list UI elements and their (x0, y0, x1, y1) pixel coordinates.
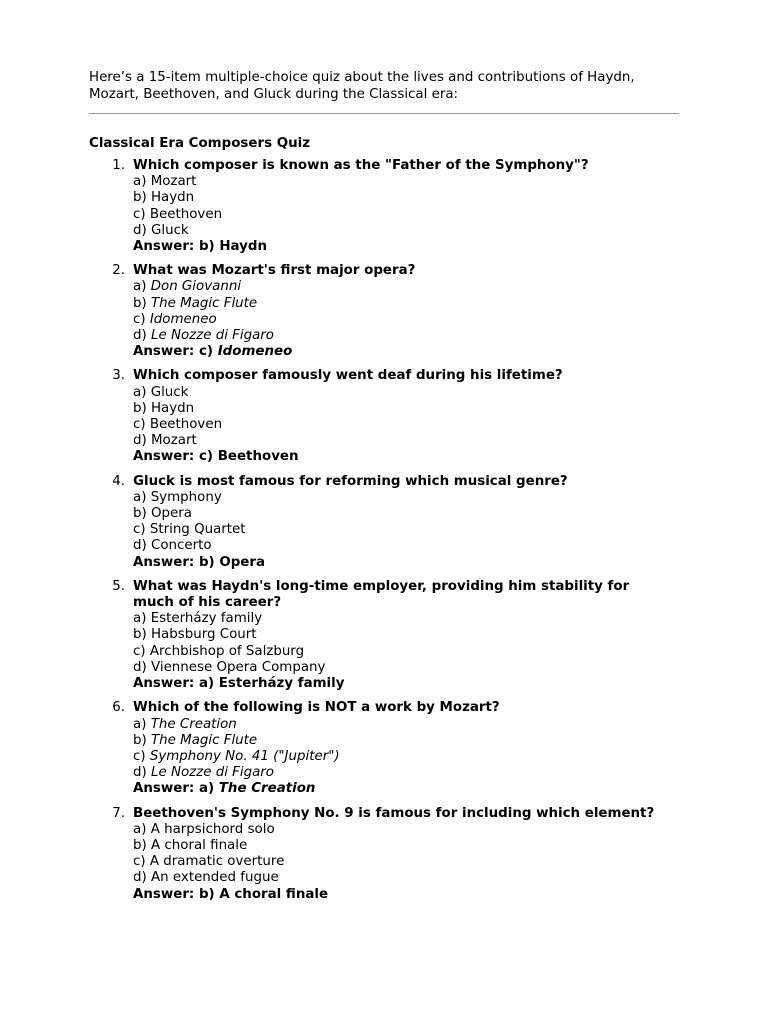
option-letter: a) (133, 611, 151, 627)
answer-option (133, 838, 679, 854)
option-letter: d) (133, 659, 151, 675)
answer-option (133, 433, 679, 449)
answer-label: Answer: (133, 886, 199, 902)
answer-text: Esterházy family (218, 676, 345, 692)
answer-label: Answer: (133, 781, 199, 797)
option-text: An extended fugue (150, 870, 279, 886)
question-number: 6. (112, 700, 125, 716)
question-text: What was Haydn's long-time employer, providing him stability for much of his career? (133, 578, 630, 611)
answer-text: Opera (219, 554, 266, 570)
answer-letter: c) (198, 344, 218, 360)
answer-option (133, 190, 679, 206)
question-item (89, 579, 679, 692)
answer-letter: b) (198, 554, 220, 570)
question-item (89, 263, 679, 360)
question-text: What was Mozart's first major opera? (133, 263, 416, 279)
answer-option (133, 870, 679, 886)
option-letter: b) (133, 295, 151, 311)
option-text: Le Nozze di Figaro (150, 765, 275, 781)
option-text: Mozart (150, 174, 197, 190)
answer-option (133, 506, 679, 522)
option-letter: c) (133, 748, 150, 764)
answer-line (133, 781, 679, 797)
answer-option (133, 660, 679, 676)
question-number: 5. (112, 578, 125, 594)
answer-option (133, 490, 679, 506)
option-letter: b) (133, 627, 151, 643)
option-letter: c) (133, 311, 150, 327)
answer-option (133, 223, 679, 239)
option-text: Haydn (150, 190, 195, 206)
answer-option (133, 749, 679, 765)
option-text: Mozart (150, 433, 197, 449)
question-number: 4. (112, 473, 125, 489)
answer-option (133, 854, 679, 870)
intro-paragraph: Here’s a 15-item multiple-choice quiz about the lives and contributions of Haydn, Mozart, Beethoven, and Gluck during the Classical era: (89, 70, 635, 102)
answer-text: The Creation (218, 781, 316, 797)
question-text: Which composer famously went deaf during his lifetime? (133, 368, 563, 384)
answer-label: Answer: (133, 449, 199, 465)
option-letter: c) (133, 854, 150, 870)
answer-option (133, 312, 679, 328)
document-page (89, 70, 679, 911)
option-text: Archbishop of Salzburg (149, 643, 305, 659)
option-text: Le Nozze di Figaro (150, 328, 275, 344)
option-text: Idomeneo (149, 311, 217, 327)
option-text: Don Giovanni (150, 279, 242, 295)
option-text: The Magic Flute (150, 295, 258, 311)
option-letter: d) (133, 433, 151, 449)
option-letter: a) (133, 821, 151, 837)
option-letter: a) (133, 174, 151, 190)
option-letter: b) (133, 400, 151, 416)
question-number: 7. (112, 805, 125, 821)
answer-line (133, 239, 679, 255)
answer-option (133, 717, 679, 733)
answer-letter: a) (198, 781, 219, 797)
option-text: A dramatic overture (149, 854, 285, 870)
answer-letter: a) (198, 676, 219, 692)
question-text: Gluck is most famous for reforming which musical genre? (133, 473, 568, 489)
answer-text: A choral finale (219, 886, 329, 902)
option-letter: a) (133, 489, 151, 505)
answer-option (133, 627, 679, 643)
option-text: Gluck (150, 222, 189, 238)
answer-option (133, 611, 679, 627)
question-item (89, 158, 679, 255)
answer-letter: b) (198, 239, 220, 255)
answer-option (133, 765, 679, 781)
answer-line (133, 887, 679, 903)
answer-option (133, 733, 679, 749)
answer-option (133, 401, 679, 417)
option-letter: c) (133, 643, 150, 659)
quiz-title: Classical Era Composers Quiz (89, 136, 311, 151)
option-letter: b) (133, 837, 151, 853)
answer-option (133, 174, 679, 190)
answer-option (133, 538, 679, 554)
option-letter: a) (133, 716, 151, 732)
option-letter: d) (133, 870, 151, 886)
question-item (89, 700, 679, 797)
option-letter: c) (133, 417, 150, 433)
question-number: 3. (112, 368, 125, 384)
option-text: Beethoven (149, 417, 223, 433)
answer-letter: c) (198, 449, 218, 465)
answer-line (133, 555, 679, 571)
answer-line (133, 676, 679, 692)
question-item (89, 368, 679, 465)
option-text: The Magic Flute (150, 732, 258, 748)
option-letter: b) (133, 732, 151, 748)
divider-line (89, 113, 679, 114)
question-item (89, 806, 679, 903)
answer-option (133, 207, 679, 223)
answer-option (133, 417, 679, 433)
option-text: Haydn (150, 400, 195, 416)
option-letter: a) (133, 384, 151, 400)
answer-option (133, 644, 679, 660)
answer-option (133, 296, 679, 312)
option-letter: b) (133, 506, 151, 522)
option-letter: b) (133, 190, 151, 206)
answer-option (133, 328, 679, 344)
option-letter: c) (133, 522, 150, 538)
question-text: Which of the following is NOT a work by Mozart? (133, 700, 500, 716)
option-text: Habsburg Court (150, 627, 257, 643)
option-text: Gluck (150, 384, 189, 400)
option-text: Esterházy family (150, 611, 263, 627)
option-text: Symphony (150, 489, 222, 505)
option-text: Concerto (150, 538, 212, 554)
answer-line (133, 449, 679, 465)
option-text: String Quartet (149, 522, 246, 538)
question-text: Beethoven's Symphony No. 9 is famous for including which element? (133, 805, 655, 821)
answer-text: Idomeneo (217, 344, 293, 360)
answer-text: Haydn (219, 239, 268, 255)
option-text: Beethoven (149, 206, 223, 222)
answer-option (133, 279, 679, 295)
answer-label: Answer: (133, 239, 199, 255)
option-text: The Creation (150, 716, 237, 732)
option-letter: d) (133, 765, 151, 781)
answer-label: Answer: (133, 554, 199, 570)
answer-text: Beethoven (217, 449, 299, 465)
question-text: Which composer is known as the "Father of the Symphony"? (133, 158, 589, 173)
option-letter: c) (133, 206, 150, 222)
answer-line (133, 344, 679, 360)
answer-label: Answer: (133, 344, 199, 360)
option-text: Opera (150, 506, 192, 522)
option-letter: d) (133, 222, 151, 238)
option-letter: a) (133, 279, 151, 295)
option-text: A harpsichord solo (150, 821, 275, 837)
question-list (89, 158, 679, 903)
option-text: A choral finale (150, 837, 248, 853)
option-text: Viennese Opera Company (150, 659, 326, 675)
question-item (89, 474, 679, 571)
option-letter: d) (133, 328, 151, 344)
answer-option (133, 522, 679, 538)
option-letter: d) (133, 538, 151, 554)
option-text: Symphony No. 41 ("Jupiter") (149, 748, 340, 764)
answer-label: Answer: (133, 676, 199, 692)
question-number: 1. (112, 158, 125, 173)
answer-option (133, 822, 679, 838)
answer-option (133, 385, 679, 401)
question-number: 2. (112, 263, 125, 279)
answer-letter: b) (198, 886, 220, 902)
